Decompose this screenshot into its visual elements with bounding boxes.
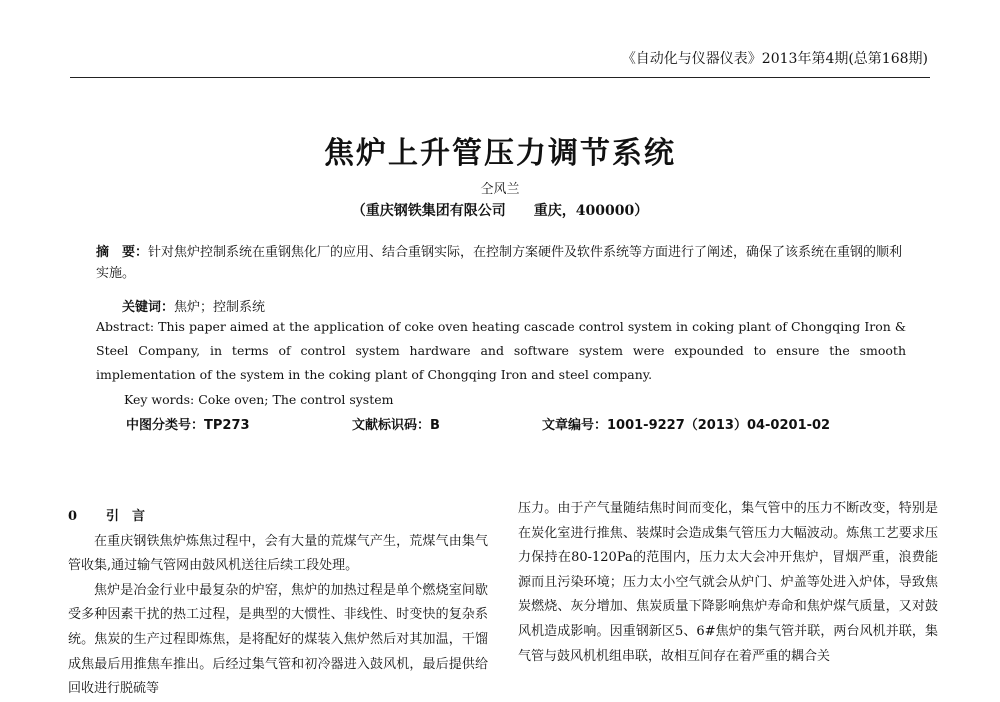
paper-title: 焦炉上升管压力调节系统 xyxy=(324,136,676,171)
keywords-cn xyxy=(122,296,265,315)
affiliation: （重庆钢铁集团有限公司 重庆，400000） xyxy=(351,203,649,219)
right-column xyxy=(518,497,938,669)
paragraph: 压力。由于产气量随结焦时间而变化，集气管中的压力不断改变，特别是在炭化室进行推焦、装煤时会造成集气管压力大幅波动。炼焦工艺要求压力保持在80-120Pa的范围内，压力太大会冲开焦炉，冒烟严重，浪费能源而且污染环境；压力太小空气就会从炉门、炉盖等处进入炉体，导致焦炭燃烧、灰分增加、焦炭质量下降影响焦炉寿命和焦炉煤气质量，又对鼓风机造成影响。因重钢新区5、6#焦炉的集气管并联，两台风机并联，集气管与鼓风机机组串联，故相互间存在着严重的耦合关 xyxy=(518,501,938,664)
author: 仝风兰 xyxy=(480,182,520,197)
abstract-cn xyxy=(96,242,904,284)
abstract-en: Abstract: This paper aimed at the application of coke oven heating cascade control system in coking plant of Chongqing Iron & Steel Company, in terms of control system hardware and software system were expounded to ensure the smooth implementation of the system in the coking plant of Chongqing Iron and steel company. xyxy=(96,319,906,382)
paragraph: 在重庆钢铁焦炉炼焦过程中，会有大量的荒煤气产生，荒煤气由集气管收集,通过输气管网由鼓风机送往后续工段处理。 xyxy=(68,533,488,574)
abstract-cn-label: 摘 要： xyxy=(96,245,149,260)
section-title: 引 言 xyxy=(106,509,146,524)
paragraph: 焦炉是冶金行业中最复杂的炉窑，焦炉的加热过程是单个燃烧室间歇受多种因素干扰的热工过程，是典型的大惯性、非线性、时变快的复杂系统。焦炭的生产过程即炼焦，是将配好的煤装入焦炉然后对其加温，干馏成焦最后用推焦车推出。后经过集气管和初冷器进入鼓风机，最后提供给回收进行脱硫等 xyxy=(68,582,488,697)
clc-number: 中图分类号：TP273 xyxy=(126,418,250,433)
journal-reference: 《自动化与仪器仪表》2013年第4期(总第168期) xyxy=(621,51,928,67)
header-rule xyxy=(70,77,930,78)
keywords-cn-label: 关键词： xyxy=(122,300,175,315)
section-heading xyxy=(68,505,488,530)
keywords-en: Key words: Coke oven; The control system xyxy=(124,392,394,407)
document-code: 文献标识码：B xyxy=(352,418,440,433)
left-column xyxy=(68,505,488,702)
keywords-cn-text: 焦炉；控制系统 xyxy=(174,300,266,315)
section-number: 0 xyxy=(68,509,78,524)
article-number: 文章编号：1001-9227（2013）04-0201-02 xyxy=(542,418,831,433)
abstract-cn-text: 针对焦炉控制系统在重钢焦化厂的应用、结合重钢实际，在控制方案硬件及软件系统等方面进行了阐述，确保了该系统在重钢的顺利实施。 xyxy=(96,245,903,281)
